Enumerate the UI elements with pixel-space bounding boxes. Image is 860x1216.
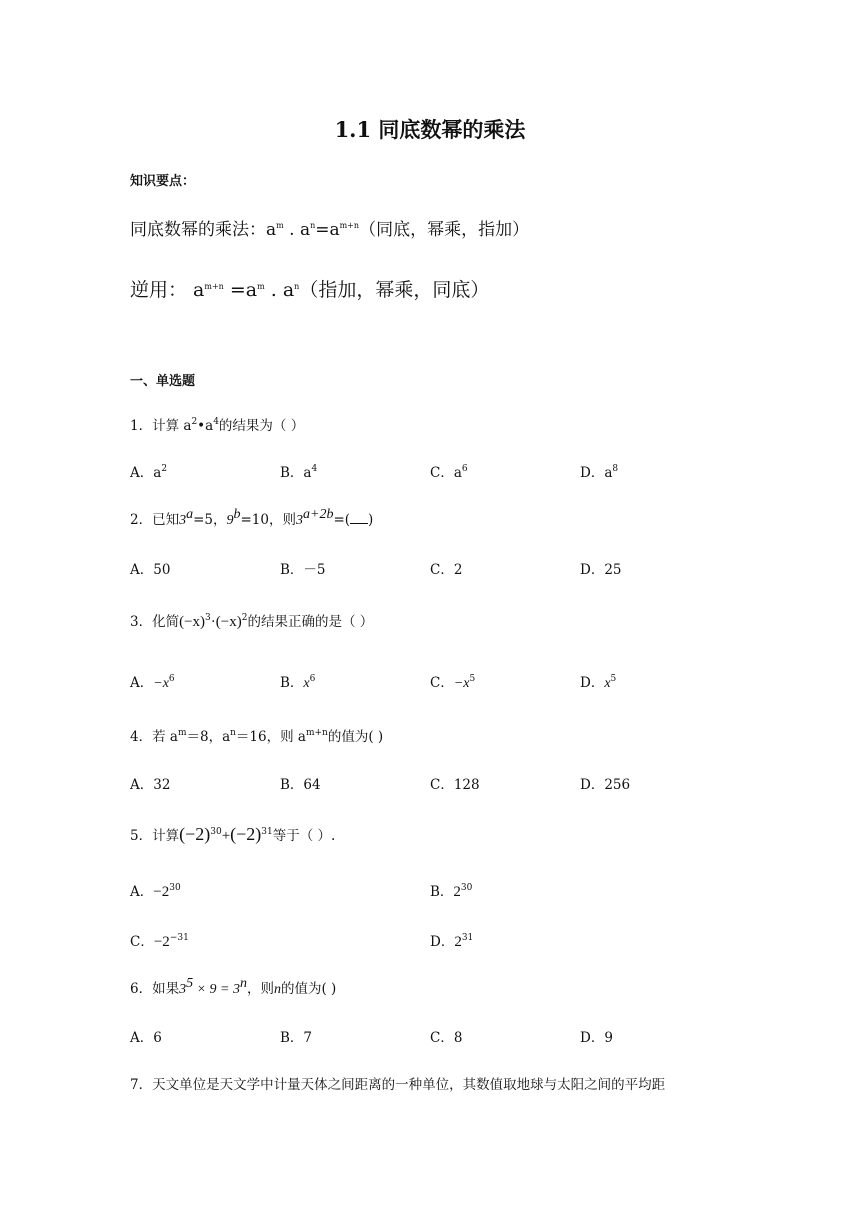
q6-option-c[interactable]: C．8 [430, 1030, 463, 1046]
question-5: 5．计算$(-2)^{30}+(-2)^{31}$等于（ ）. [130, 824, 336, 844]
question-3: 3．化简$(-x)^3\cdot(-x)^2$的结果正确的是（ ） [130, 613, 374, 630]
q2-option-d[interactable]: D．25 [580, 562, 622, 578]
q1-option-b[interactable]: B．$a^4$ [280, 464, 318, 481]
q1-option-d[interactable]: D．$a^8$ [580, 464, 619, 481]
q4-option-c[interactable]: C．128 [430, 777, 480, 793]
question-2: 2．已知$3^a=5$，$9^b=10$，则$3^{a+2b}=$( ) [130, 507, 374, 528]
knowledge-heading: 知识要点： [130, 174, 196, 189]
q3-option-a[interactable]: A．$-x^6$ [130, 674, 175, 691]
q4-option-b[interactable]: B．64 [280, 777, 321, 793]
q5-option-b[interactable]: B．$2^{30}$ [430, 883, 473, 900]
q1-option-c[interactable]: C．$a^6$ [430, 464, 468, 481]
q6-option-a[interactable]: A．6 [130, 1030, 162, 1046]
question-1: 1．计算 $a^2•a^4$的结果为（ ） [130, 417, 305, 434]
question-4: 4．若 $a^m=8$，$a^n=16$，则 $a^{m+n}$的值为( ) [130, 728, 384, 745]
question-7: 7．天文单位是天文学中计量天体之间距离的一种单位，其数值取地球与太阳之间的平均距 [130, 1077, 666, 1093]
q3-option-b[interactable]: B．$x^6$ [280, 674, 316, 691]
rule-formula: 同底数幂的乘法：$a^m$ . $a^n=a^{m+n}$（同底，幂乘，指加） [130, 220, 530, 240]
q2-option-a[interactable]: A．50 [130, 562, 171, 578]
q6-option-d[interactable]: D．9 [580, 1030, 613, 1046]
inverse-formula: 逆用： $a^{m+n} =a^m$ . $a^n$（指加，幂乘，同底） [130, 279, 490, 301]
answer-blank [350, 511, 368, 524]
q3-option-d[interactable]: D．$x^5$ [580, 674, 617, 691]
q5-option-d[interactable]: D．$2^{31}$ [430, 933, 474, 950]
section-heading: 一、单选题 [130, 374, 196, 389]
question-6: 6．如果$3^5 \times 9 = 3^n$，则n的值为( ) [130, 976, 337, 997]
q5-option-c[interactable]: C．$-2^{-31}$ [130, 933, 189, 950]
q2-option-b[interactable]: B．－5 [280, 562, 326, 578]
q2-option-c[interactable]: C．2 [430, 562, 463, 578]
q3-option-c[interactable]: C．$-x^5$ [430, 674, 476, 691]
page-title: 1.1 同底数幂的乘法 [334, 117, 526, 142]
q4-option-d[interactable]: D．256 [580, 777, 631, 793]
q5-option-a[interactable]: A．$-2^{30}$ [130, 883, 181, 900]
q6-option-b[interactable]: B．7 [280, 1030, 313, 1046]
q4-option-a[interactable]: A．32 [130, 777, 171, 793]
q1-option-a[interactable]: A．$a^2$ [130, 464, 168, 481]
